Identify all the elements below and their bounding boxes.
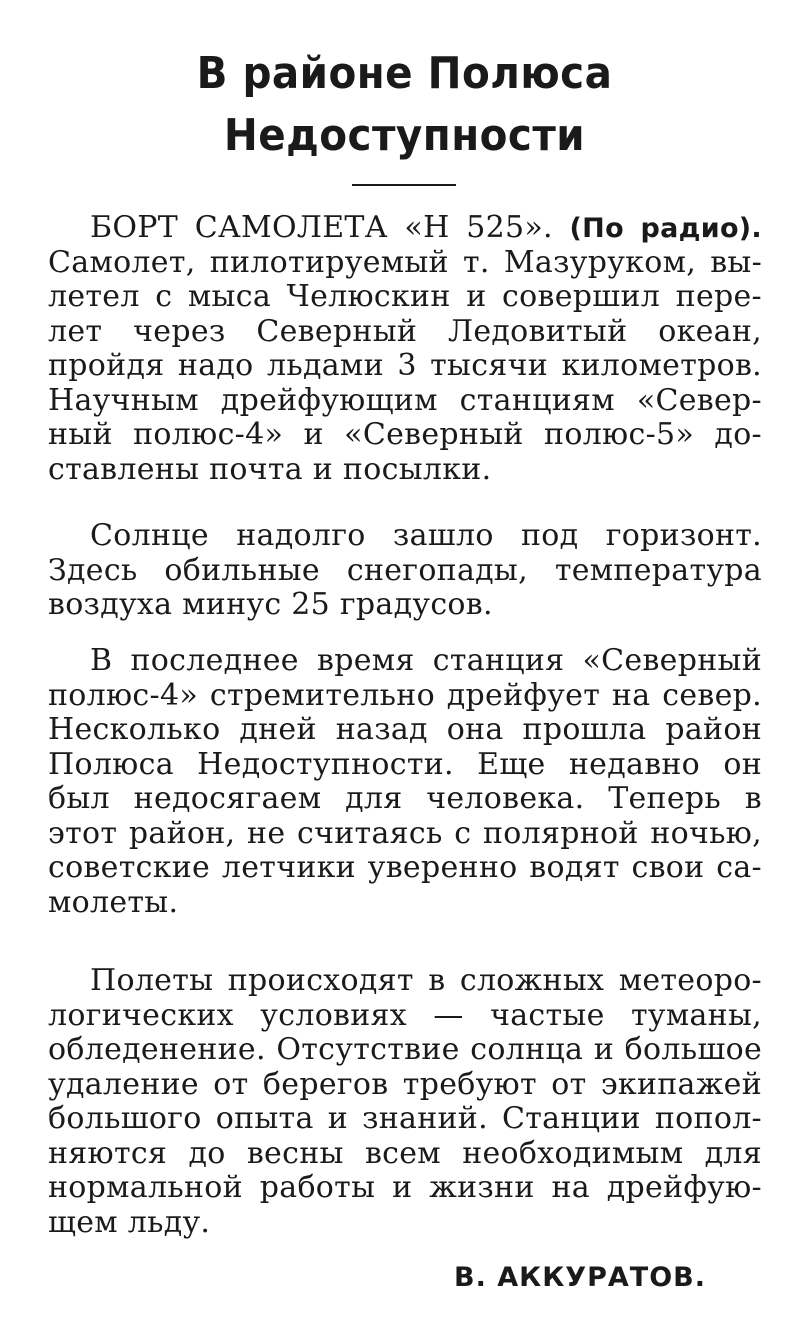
author-signature: В. АККУРАТОВ. (454, 1262, 706, 1293)
dateline (48, 211, 762, 246)
paragraph-line: воздуха минус 25 градусов. (48, 587, 493, 622)
paragraph-line: советские летчики уверенно водят свои са- (48, 850, 762, 885)
dateline-place: БОРТ САМОЛЕТА «Н 525». (90, 210, 553, 245)
paragraph-line: нормальной работы и жизни на дрейфую- (48, 1170, 762, 1205)
paragraph-line: няются до весны всем необходимым для (48, 1135, 762, 1171)
paragraph-line: логических условиях — частые туманы, (48, 997, 762, 1033)
paragraph-line: летел с мыса Челюскин и совершил пере- (48, 279, 762, 314)
paragraph-line: этот район, не считаясь с полярной ночью, (48, 815, 762, 851)
paragraph-2 (48, 519, 762, 623)
paragraph-line: удаление от берегов требуют от экипажей (48, 1066, 762, 1102)
paragraph-1 (48, 211, 762, 487)
paragraph-line: В последнее время станция «Северный (90, 643, 762, 678)
paragraph-line: ставлены почта и посылки. (48, 451, 492, 487)
paragraph-line: Солнце надолго зашло под горизонт. (90, 518, 762, 553)
paragraph-3 (48, 644, 762, 920)
paragraph-line: пройдя надо льдами 3 тысячи километров. (48, 348, 762, 383)
dateline-source: (По радио). (569, 213, 762, 244)
paragraph-line: щем льду. (48, 1204, 211, 1240)
paragraph-line: Самолет, пилотируемый т. Мазуруком, вы- (48, 244, 762, 280)
paragraph-line: ный полюс-4» и «Северный полюс-5» до- (48, 417, 762, 452)
paragraph-4 (48, 964, 762, 1240)
paragraph-line: Полеты происходят в сложных метеоро- (90, 963, 762, 998)
paragraph-line: Научным дрейфующим станциям «Север- (48, 382, 762, 418)
paragraph-line: лет через Северный Ледовитый океан, (48, 313, 762, 349)
paragraph-line: обледенение. Отсутствие солнца и большое (48, 1032, 762, 1067)
paragraph-line: полюс-4» стремительно дрейфует на север. (48, 677, 762, 713)
headline-line-1: В районе Полюса (196, 48, 613, 99)
paragraph-line: Здесь обильные снегопады, температура (48, 552, 762, 588)
paragraph-line: молеты. (48, 884, 179, 920)
paragraph-line: большого опыта и знаний. Станции попол- (48, 1101, 762, 1136)
paragraph-line: Несколько дней назад она прошла район (48, 712, 762, 747)
paragraph-line: Полюса Недоступности. Еще недавно он (48, 746, 762, 782)
headline-line-2: Недоступности (223, 110, 586, 161)
headline-divider (352, 184, 456, 186)
paragraph-line: был недосягаем для человека. Теперь в (48, 781, 762, 816)
